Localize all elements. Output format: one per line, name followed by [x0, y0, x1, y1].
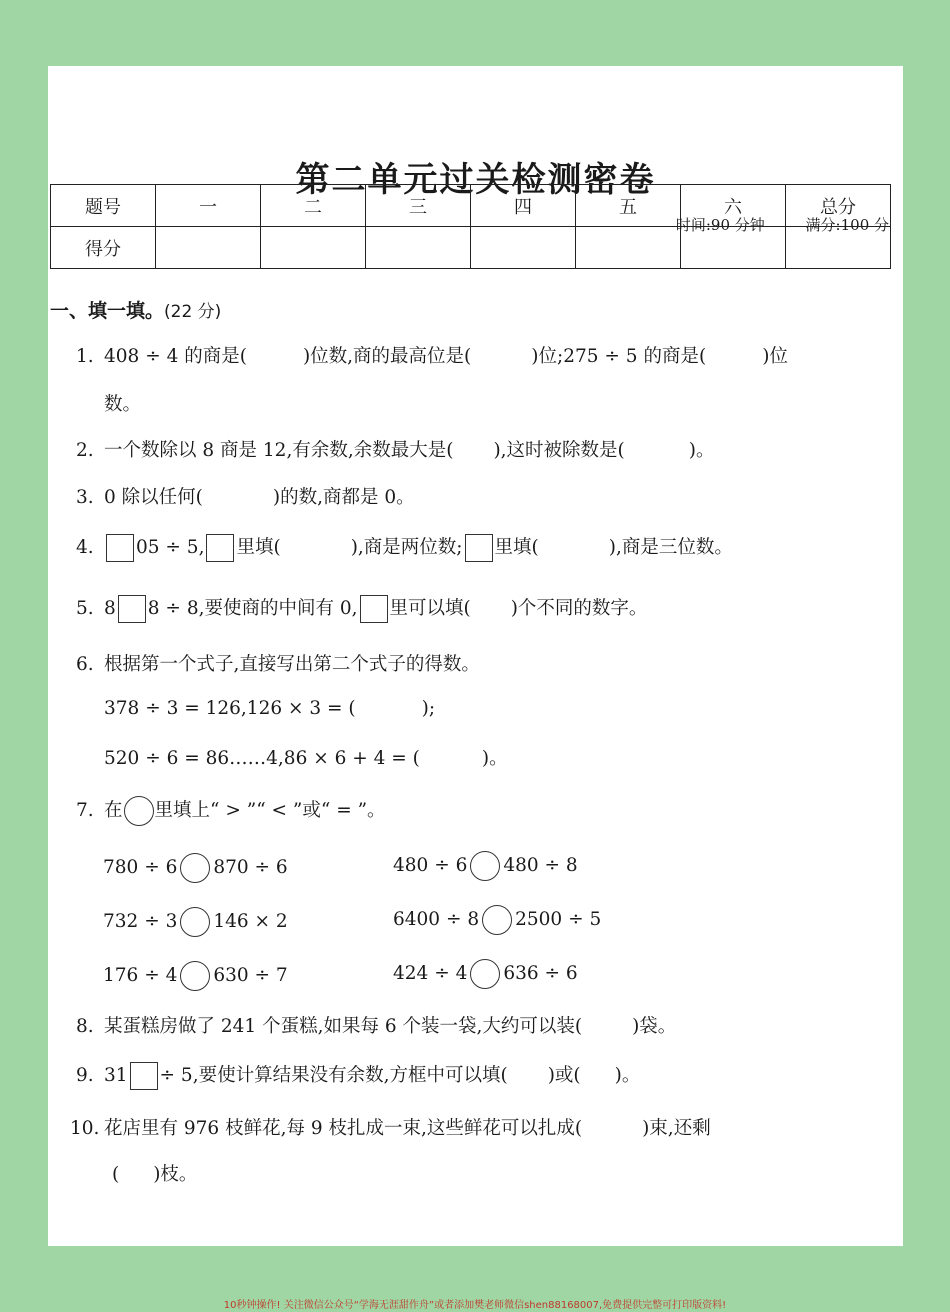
score-label-cell: 得分: [51, 227, 156, 269]
question-1: [76, 342, 788, 368]
header-cell: 一: [156, 185, 261, 227]
compare-item: [103, 907, 288, 937]
question-text: (: [112, 1164, 120, 1185]
question-text: ),商是两位数;: [350, 537, 463, 558]
promo-footer: 10秒钟操作! 关注微信公众号“学海无涯甜作舟”或者添加樊老师微信shen88168007,免费提供完整可打印版资料!: [223, 1300, 727, 1311]
section-heading: [50, 296, 221, 323]
question-text: )束,还剩: [642, 1118, 711, 1139]
question-number: 2.: [76, 440, 94, 461]
header-cell: 三: [366, 185, 471, 227]
question-text: )袋。: [632, 1016, 677, 1037]
question-number: 1.: [76, 346, 94, 367]
question-text: );: [421, 698, 436, 719]
question-6-line-1: [104, 698, 435, 719]
question-text: 408 ÷ 4 的商是(: [104, 346, 247, 367]
compare-right: 146 × 2: [213, 911, 288, 932]
time-limit: 时间:90 分钟: [675, 216, 765, 234]
question-text: ),商是三位数。: [608, 537, 733, 558]
question-text: 里填上“ > ”“ < ”或“ = ”。: [154, 800, 386, 821]
score-cell: [471, 227, 576, 269]
question-10: [70, 1114, 711, 1140]
compare-left: 176 ÷ 4: [103, 965, 178, 986]
compare-left: 732 ÷ 3: [103, 911, 178, 932]
question-text: )。: [614, 1065, 641, 1086]
question-text: 某蛋糕房做了 241 个蛋糕,如果每 6 个装一袋,大约可以装(: [104, 1016, 583, 1037]
question-text: 在: [104, 800, 123, 821]
question-2: [76, 436, 714, 462]
question-number: 10.: [70, 1118, 100, 1139]
question-text: 里填(: [494, 537, 539, 558]
question-number: 9.: [76, 1065, 94, 1086]
question-number: 4.: [76, 537, 94, 558]
compare-circle[interactable]: [470, 851, 500, 881]
question-text: ),这时被除数是(: [493, 440, 625, 461]
score-cell: [576, 227, 681, 269]
score-table-header-row: [51, 185, 891, 227]
exam-title: 第二单元过关检测密卷: [295, 160, 656, 200]
compare-item: [103, 853, 288, 883]
question-number: 3.: [76, 487, 94, 508]
question-text: 8 ÷ 8,要使商的中间有 0,: [147, 598, 358, 619]
score-cell: [156, 227, 261, 269]
header-cell: 题号: [51, 185, 156, 227]
question-number: 8.: [76, 1016, 94, 1037]
question-9: [76, 1061, 640, 1090]
question-text: ÷ 5,要使计算结果没有余数,方框中可以填(: [159, 1065, 508, 1086]
digit-box[interactable]: [106, 534, 134, 562]
question-text: 一个数除以 8 商是 12,有余数,余数最大是(: [104, 440, 454, 461]
full-score: 满分:100 分: [805, 216, 889, 234]
compare-left: 6400 ÷ 8: [393, 909, 480, 930]
header-cell: 二: [261, 185, 366, 227]
question-number: 5.: [76, 598, 94, 619]
compare-left: 780 ÷ 6: [103, 857, 178, 878]
question-number: 6.: [76, 654, 94, 675]
digit-box[interactable]: [360, 595, 388, 623]
question-4: [76, 533, 733, 562]
question-text: 里填(: [236, 537, 281, 558]
score-cell: [261, 227, 366, 269]
question-text: 378 ÷ 3 = 126,126 × 3 = (: [104, 698, 356, 719]
compare-right: 870 ÷ 6: [213, 857, 288, 878]
compare-item: [393, 851, 578, 881]
question-6-line-2: [104, 744, 508, 770]
compare-circle[interactable]: [470, 959, 500, 989]
score-table-score-row: [51, 227, 891, 269]
compare-right: 636 ÷ 6: [503, 963, 578, 984]
section-points: (22 分): [164, 302, 222, 322]
question-text: 05 ÷ 5,: [136, 537, 205, 558]
question-text: )或(: [547, 1065, 581, 1086]
question-3: [76, 483, 415, 509]
compare-circle[interactable]: [180, 961, 210, 991]
compare-right: 630 ÷ 7: [213, 965, 288, 986]
score-cell: [786, 227, 891, 269]
digit-box[interactable]: [130, 1062, 158, 1090]
question-text: )。: [688, 440, 715, 461]
question-number: 7.: [76, 800, 94, 821]
question-text: 520 ÷ 6 = 86……4,86 × 6 + 4 = (: [104, 748, 420, 769]
compare-left: 424 ÷ 4: [393, 963, 468, 984]
question-text: 里可以填(: [389, 598, 471, 619]
compare-circle[interactable]: [180, 907, 210, 937]
question-text: )位: [762, 346, 788, 367]
digit-box[interactable]: [118, 595, 146, 623]
score-table: [50, 184, 891, 269]
question-text: )。: [481, 748, 508, 769]
compare-circle[interactable]: [482, 905, 512, 935]
question-text: )位数,商的最高位是(: [302, 346, 472, 367]
header-cell: 四: [471, 185, 576, 227]
digit-box[interactable]: [465, 534, 493, 562]
compare-right: 2500 ÷ 5: [515, 909, 602, 930]
question-text: 31: [104, 1065, 128, 1086]
question-text: )枝。: [153, 1164, 198, 1185]
compare-right: 480 ÷ 8: [503, 855, 578, 876]
question-text: 花店里有 976 枝鲜花,每 9 枝扎成一束,这些鲜花可以扎成(: [104, 1118, 583, 1139]
question-text: )位;275 ÷ 5 的商是(: [531, 346, 707, 367]
question-text: )个不同的数字。: [510, 598, 648, 619]
digit-box[interactable]: [206, 534, 234, 562]
header-cell: 总分: [786, 185, 891, 227]
question-text: 8: [104, 598, 116, 619]
score-cell: [681, 227, 786, 269]
question-8: [76, 1012, 676, 1038]
compare-item: [393, 905, 601, 935]
section-label: 一、填一填。: [50, 300, 165, 322]
question-7: [76, 796, 386, 826]
question-6: [76, 650, 480, 676]
compare-circle[interactable]: [180, 853, 210, 883]
score-cell: [366, 227, 471, 269]
compare-left: 480 ÷ 6: [393, 855, 468, 876]
compare-item: [103, 961, 288, 991]
header-cell: 六: [681, 185, 786, 227]
question-text: 0 除以任何(: [104, 487, 203, 508]
compare-item: [393, 959, 578, 989]
question-10-cont: [112, 1160, 197, 1186]
question-1-cont: 数。: [104, 394, 142, 415]
question-5: [76, 594, 647, 623]
question-text: 根据第一个式子,直接写出第二个式子的得数。: [104, 654, 480, 675]
question-text: )的数,商都是 0。: [272, 487, 415, 508]
header-cell: 五: [576, 185, 681, 227]
circle-symbol: [124, 796, 154, 826]
